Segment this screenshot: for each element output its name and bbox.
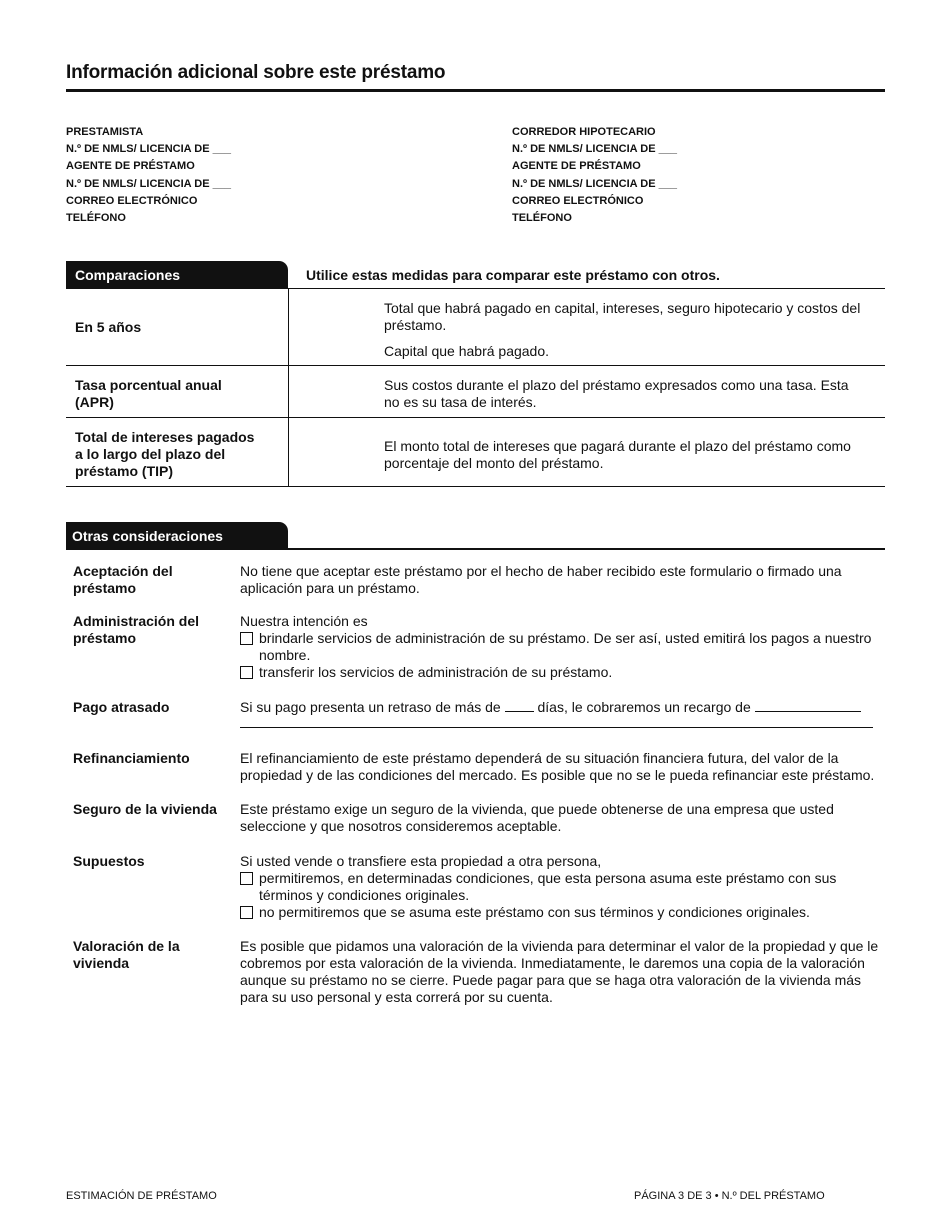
broker-loan-officer: AGENTE DE PRÉSTAMO [512, 160, 641, 173]
insurance-label: Seguro de la vivienda [73, 801, 217, 817]
assumption-body [240, 853, 885, 921]
comparison-row-tip [66, 418, 885, 487]
acceptance-text: No tiene que aceptar este préstamo por el hecho de haber recibido este formulario o firmado una aplicación para un préstamo. [240, 563, 842, 596]
refinance-text: El refinanciamiento de este préstamo dependerá de su situación financiera futura, del valor de la propiedad y de las condiciones del mercado. Es posible que no se le pueda refinanciar este préstamo. [240, 750, 875, 783]
servicing-option-transfer[interactable] [240, 664, 885, 681]
lender-phone: TELÉFONO [66, 212, 126, 225]
comparison-label: En 5 años [75, 319, 142, 335]
servicing-option-text: brindarle servicios de administración de su préstamo. De ser así, usted emitirá los pagos a nuestro nombre. [259, 630, 872, 663]
comparisons-header: Utilice estas medidas para comparar este préstamo con otros. [306, 267, 720, 283]
lender-label: PRESTAMISTA [66, 126, 144, 138]
comparison-row-apr [66, 366, 885, 418]
broker-officer-nmls: N.º DE NMLS/ LICENCIA DE ___ [512, 177, 677, 190]
late-fee-blank[interactable] [755, 699, 861, 712]
broker-phone: TELÉFONO [512, 212, 572, 225]
servicing-intro: Nuestra intención es [240, 613, 368, 629]
appraisal-text: Es posible que pidamos una valoración de la vivienda para determinar el valor de la propiedad y que le cobremos por esta valoración de la vivienda. Inmediatamente, le daremos una copia de la valoración aunque su préstamo no se cierre. Puede pagar para que se haga otra valoración de la vivienda más para su uso personal y esta correrá por su cuenta. [240, 938, 879, 1005]
checkbox[interactable] [240, 632, 253, 645]
assumption-option-allow[interactable] [240, 870, 885, 904]
servicing-body [240, 613, 885, 681]
assumption-label: Supuestos [73, 853, 145, 869]
comparison-desc-apr: Sus costos durante el plazo del préstamo expresados como una tasa. Esta no es su tasa de interés. [384, 377, 849, 410]
lender-info-block [66, 124, 231, 227]
comparison-desc-principal: Capital que habrá pagado. [384, 343, 550, 359]
page-title: Información adicional sobre este préstamo [66, 62, 446, 83]
checkbox[interactable] [240, 872, 253, 885]
other-considerations-rule [66, 548, 885, 550]
comparison-row-5-years [66, 289, 885, 366]
broker-info-block [512, 124, 677, 227]
comparisons-tab: Comparaciones [66, 261, 288, 289]
lender-nmls: N.º DE NMLS/ LICENCIA DE ___ [66, 143, 231, 156]
servicing-option-text: transferir los servicios de administración de su préstamo. [259, 664, 613, 680]
late-payment-label: Pago atrasado [73, 699, 170, 715]
comparison-label: Tasa porcentual anual (APR) [75, 377, 222, 410]
comparison-label: Total de intereses pagados a lo largo del plazo del préstamo (TIP) [75, 429, 255, 479]
late-days-blank[interactable] [505, 699, 534, 712]
appraisal-label: Valoración de la vivienda [73, 938, 180, 971]
servicing-option-service[interactable] [240, 630, 885, 664]
comparison-desc-tip: El monto total de intereses que pagará durante el plazo del préstamo como porcentaje del monto del préstamo. [384, 438, 851, 471]
insurance-text: Este préstamo exige un seguro de la vivienda, que puede obtenerse de una empresa que usted seleccione y que nosotros consideremos aceptable. [240, 801, 834, 834]
refinance-label: Refinanciamiento [73, 750, 190, 766]
row-late-payment [66, 699, 885, 731]
title-rule [66, 89, 885, 92]
acceptance-label: Aceptación del préstamo [73, 563, 173, 596]
footer-form-name: ESTIMACIÓN DE PRÉSTAMO [66, 1190, 217, 1202]
late-payment-text-a: Si su pago presenta un retraso de más de [240, 699, 501, 715]
late-payment-text-b: días, le cobraremos un recargo de [537, 699, 751, 715]
assumption-option-deny[interactable] [240, 904, 885, 921]
lender-loan-officer: AGENTE DE PRÉSTAMO [66, 160, 195, 173]
lender-email: CORREO ELECTRÓNICO [66, 194, 198, 207]
assumption-intro: Si usted vende o transfiere esta propiedad a otra persona, [240, 853, 602, 869]
late-payment-body [240, 699, 885, 716]
footer-page-number: PÁGINA 3 DE 3 • N.º DEL PRÉSTAMO [634, 1190, 825, 1202]
lender-officer-nmls: N.º DE NMLS/ LICENCIA DE ___ [66, 177, 231, 190]
assumption-option-text: no permitiremos que se asuma este préstamo con sus términos y condiciones originales. [259, 904, 810, 920]
checkbox[interactable] [240, 906, 253, 919]
broker-email: CORREO ELECTRÓNICO [512, 194, 644, 207]
broker-label: CORREDOR HIPOTECARIO [512, 126, 656, 138]
servicing-label: Administración del préstamo [73, 613, 200, 646]
other-considerations-tab: Otras consideraciones [66, 522, 288, 548]
broker-nmls: N.º DE NMLS/ LICENCIA DE ___ [512, 143, 677, 156]
checkbox[interactable] [240, 666, 253, 679]
late-fee-continuation-line[interactable] [240, 727, 873, 728]
assumption-option-text: permitiremos, en determinadas condiciones, que esta persona asuma este préstamo con sus términos y condiciones originales. [259, 870, 837, 903]
comparison-desc-total-paid: Total que habrá pagado en capital, intereses, seguro hipotecario y costos del préstamo. [384, 300, 861, 333]
